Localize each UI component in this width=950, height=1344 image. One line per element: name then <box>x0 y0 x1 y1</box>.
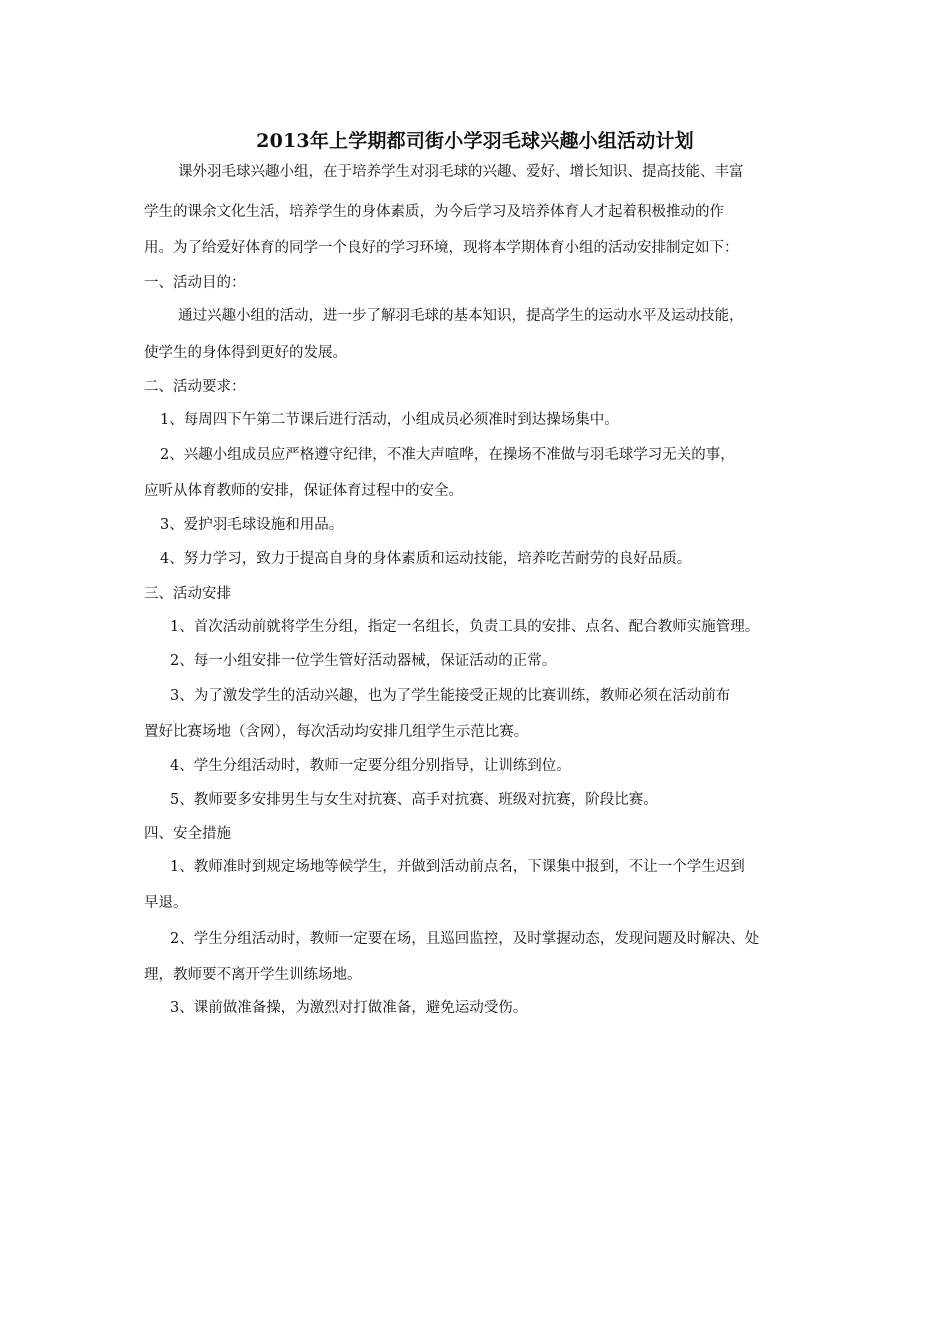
list-item: 1、教师准时到规定场地等候学生，并做到活动前点名，下课集中报到，不让一个学生迟到 <box>170 859 745 875</box>
section-heading: 三、活动安排 <box>144 586 231 602</box>
paragraph-line: 早退。 <box>144 895 188 911</box>
list-item: 4、学生分组活动时，教师一定要分组分别指导，让训练到位。 <box>170 758 571 774</box>
paragraph-line: 用。为了给爱好体育的同学一个良好的学习环境，现将本学期体育小组的活动安排制定如下： <box>144 240 739 256</box>
list-item: 1、每周四下午第二节课后进行活动，小组成员必须准时到达操场集中。 <box>160 412 619 428</box>
list-item: 2、兴趣小组成员应严格遵守纪律，不准大声喧哗，在操场不准做与羽毛球学习无关的事， <box>160 447 735 463</box>
list-item: 4、努力学习，致力于提高自身的身体素质和运动技能，培养吃苦耐劳的良好品质。 <box>160 551 692 567</box>
list-item: 3、为了激发学生的活动兴趣，也为了学生能接受正规的比赛训练，教师必须在活动前布 <box>170 688 731 704</box>
list-item: 1、首次活动前就将学生分组，指定一名组长，负责工具的安排、点名、配合教师实施管理。 <box>170 619 760 635</box>
list-item: 2、每一小组安排一位学生管好活动器械，保证活动的正常。 <box>170 653 557 669</box>
paragraph-line: 使学生的身体得到更好的发展。 <box>144 345 347 361</box>
section-heading: 四、安全措施 <box>144 826 231 842</box>
paragraph-line: 理，教师要不离开学生训练场地。 <box>144 967 362 983</box>
document-title: 2013年上学期都司街小学羽毛球兴趣小组活动计划 <box>256 130 694 152</box>
list-item: 3、课前做准备操，为激烈对打做准备，避免运动受伤。 <box>170 1000 528 1016</box>
paragraph-line: 课外羽毛球兴趣小组，在于培养学生对羽毛球的兴趣、爱好、增长知识、提高技能、丰富 <box>178 164 744 180</box>
section-heading: 一、活动目的： <box>144 275 246 291</box>
paragraph-line: 通过兴趣小组的活动，进一步了解羽毛球的基本知识，提高学生的运动水平及运动技能， <box>178 308 744 324</box>
paragraph-line: 学生的课余文化生活，培养学生的身体素质，为今后学习及培养体育人才起着积极推动的作 <box>144 204 724 220</box>
list-item: 5、教师要多安排男生与女生对抗赛、高手对抗赛、班级对抗赛，阶段比赛。 <box>170 792 658 808</box>
paragraph-line: 置好比赛场地（含网），每次活动均安排几组学生示范比赛。 <box>144 724 529 740</box>
section-heading: 二、活动要求： <box>144 379 246 395</box>
list-item: 3、爱护羽毛球设施和用品。 <box>160 517 344 533</box>
list-item: 2、学生分组活动时，教师一定要在场，且巡回监控，及时掌握动态，发现问题及时解决、处 <box>170 931 760 947</box>
paragraph-line: 应听从体育教师的安排，保证体育过程中的安全。 <box>144 483 463 499</box>
